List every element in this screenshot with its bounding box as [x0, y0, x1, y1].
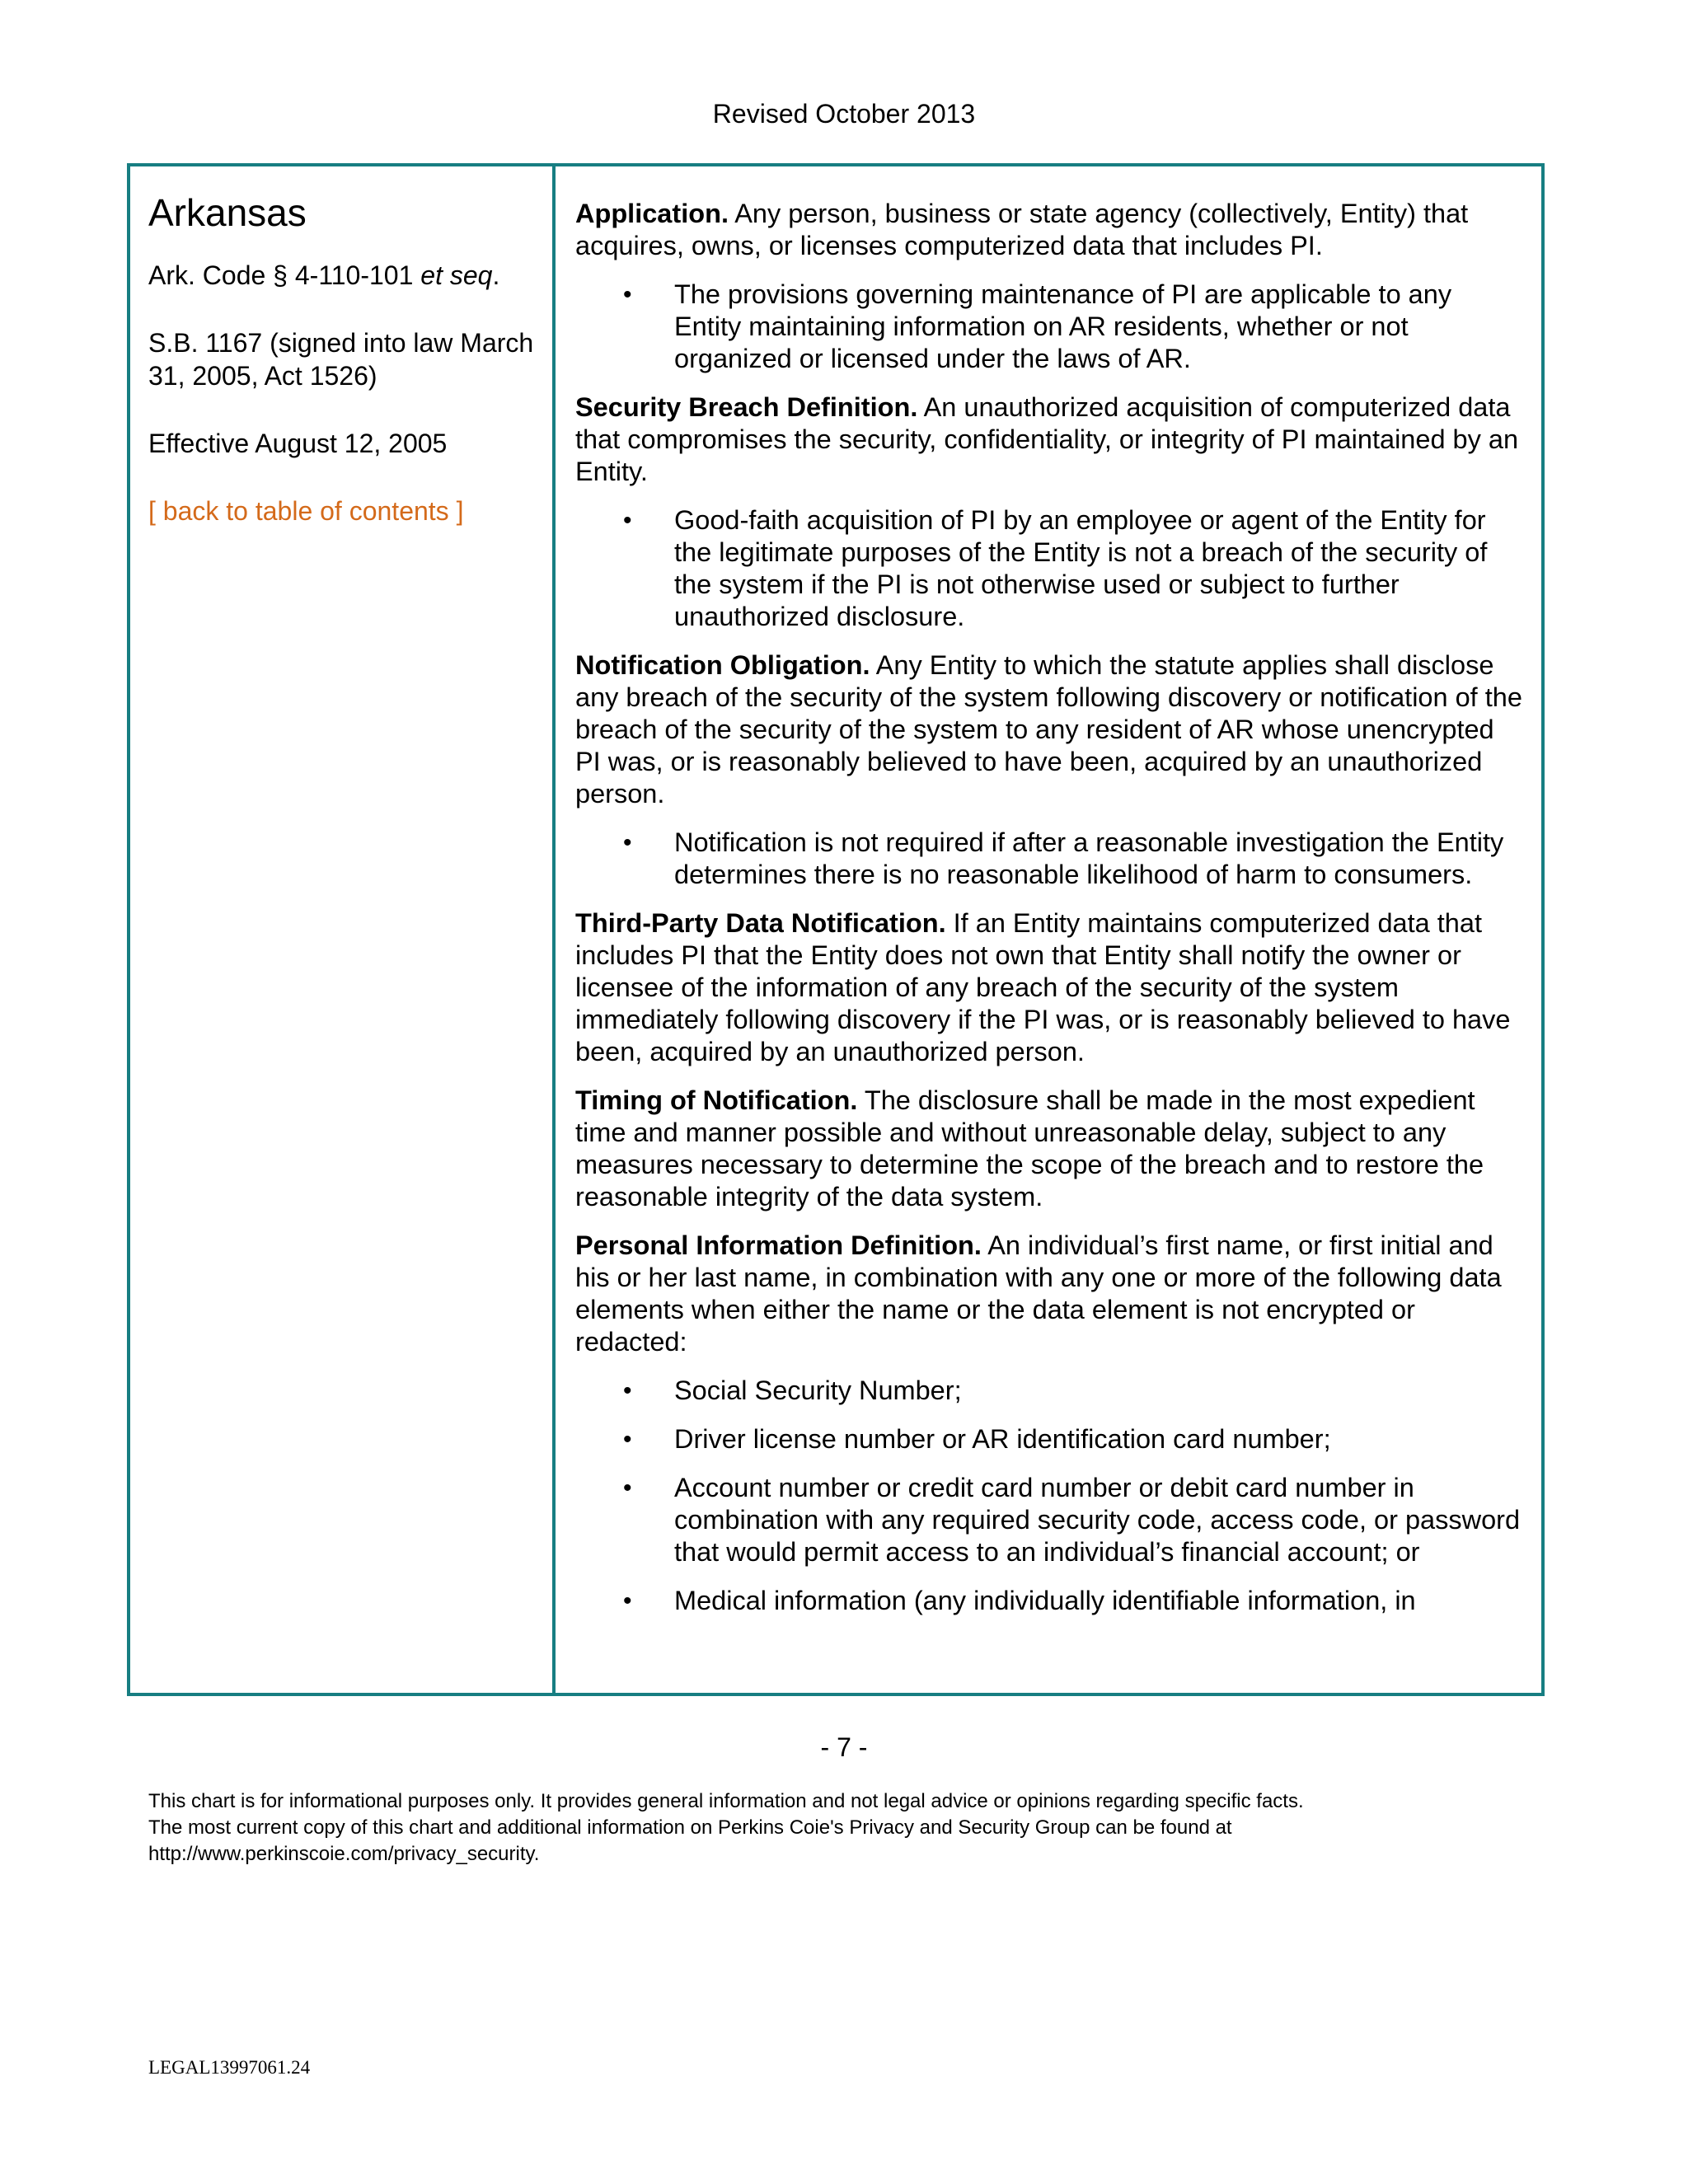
disclaimer	[148, 1788, 1550, 1868]
toc-link-wrapper	[148, 494, 534, 527]
application-heading: Application.	[575, 199, 729, 228]
citation-period: .	[492, 260, 500, 290]
notification-obligation-bullets	[575, 827, 1525, 891]
pi-definition-heading: Personal Information Definition.	[575, 1230, 982, 1260]
breach-definition-text: An unauthorized acquisition of computerized data that compromises the security, confidentiality, or integrity of PI maintained by an Entity.	[575, 392, 1519, 486]
list-item: • Medical information (any individually identifiable information, in	[674, 1585, 1525, 1617]
state-law-table	[127, 163, 1545, 1696]
third-party-paragraph	[575, 907, 1525, 1068]
effective-date: Effective August 12, 2005	[148, 429, 448, 458]
application-bullets	[575, 279, 1525, 375]
breach-definition-paragraph	[575, 391, 1525, 488]
senate-bill: S.B. 1167 (signed into law March 31, 2005, Act 1526)	[148, 328, 534, 391]
list-item: • Good-faith acquisition of PI by an employee or agent of the Entity for the legitimate purposes of the Entity is not a breach of the security of the system if the PI is not otherwise used or subject to further unauthorized disclosure.	[674, 504, 1525, 633]
pi-definition-paragraph	[575, 1230, 1525, 1358]
list-item: • Driver license number or AR identification card number;	[674, 1423, 1525, 1455]
document-id: LEGAL13997061.24	[148, 2057, 311, 2078]
third-party-heading: Third-Party Data Notification.	[575, 908, 946, 938]
page-number: - 7 -	[820, 1732, 868, 1762]
citation-code: Ark. Code § 4-110-101	[148, 260, 421, 290]
pi-definition-text: An individual’s first name, or first initial and his or her last name, in combination with any one or more of the following data elements when either the name or the data element is not encrypted or redacted:	[575, 1230, 1502, 1357]
third-party-text: If an Entity maintains computerized data that includes PI that the Entity does not own that Entity shall notify the owner or licensee of the information of any breach of the security of the system immediately following discovery if the PI was, or is reasonably believed to have been, acquired by an unauthorized person.	[575, 908, 1511, 1066]
statute-citation	[148, 259, 534, 292]
notification-obligation-heading: Notification Obligation.	[575, 650, 870, 680]
list-item: • Notification is not required if after a reasonable investigation the Entity determines there is no reasonable likelihood of harm to consumers.	[674, 827, 1525, 891]
list-item: • Account number or credit card number or debit card number in combination with any required security code, access code, or password that would permit access to an individual’s financial account; or	[674, 1472, 1525, 1568]
disclaimer-url: http://www.perkinscoie.com/privacy_security.	[148, 1843, 540, 1865]
pi-definition-bullets	[575, 1375, 1525, 1617]
list-item: • The provisions governing maintenance of PI are applicable to any Entity maintaining information on AR residents, whether or not organized or licensed under the laws of AR.	[674, 279, 1525, 375]
notification-obligation-paragraph	[575, 649, 1525, 810]
application-text: Any person, business or state agency (collectively, Entity) that acquires, owns, or licenses computerized data that includes PI.	[575, 199, 1469, 260]
revised-date-header: Revised October 2013	[712, 99, 976, 129]
list-item: • Social Security Number;	[674, 1375, 1525, 1407]
application-paragraph	[575, 198, 1525, 262]
timing-heading: Timing of Notification.	[575, 1085, 858, 1115]
timing-text: The disclosure shall be made in the most expedient time and manner possible and without unreasonable delay, subject to any measures necessary to determine the scope of the breach and to restore the reasonable integrity of the data system.	[575, 1085, 1484, 1212]
disclaimer-line: The most current copy of this chart and additional information on Perkins Coie's Privacy and Security Group can be found at	[148, 1816, 1232, 1839]
breach-definition-bullets	[575, 504, 1525, 633]
back-to-toc-link[interactable]: [ back to table of contents ]	[148, 496, 464, 526]
state-name: Arkansas	[148, 191, 307, 234]
timing-paragraph	[575, 1085, 1525, 1213]
breach-definition-heading: Security Breach Definition.	[575, 392, 918, 422]
disclaimer-line: This chart is for informational purposes only. It provides general information and not legal advice or opinions regarding specific facts.	[148, 1790, 1304, 1812]
citation-et-seq: et seq	[420, 260, 493, 290]
statute-details-column	[556, 166, 1541, 1633]
state-info-column	[130, 166, 552, 562]
notification-obligation-text: Any Entity to which the statute applies shall disclose any breach of the security of the system following discovery or notification of the breach of the security of the system to any resident of AR whose unencrypted PI was, or is reasonably believed to have been, acquired by an unauthorized person.	[575, 650, 1522, 808]
